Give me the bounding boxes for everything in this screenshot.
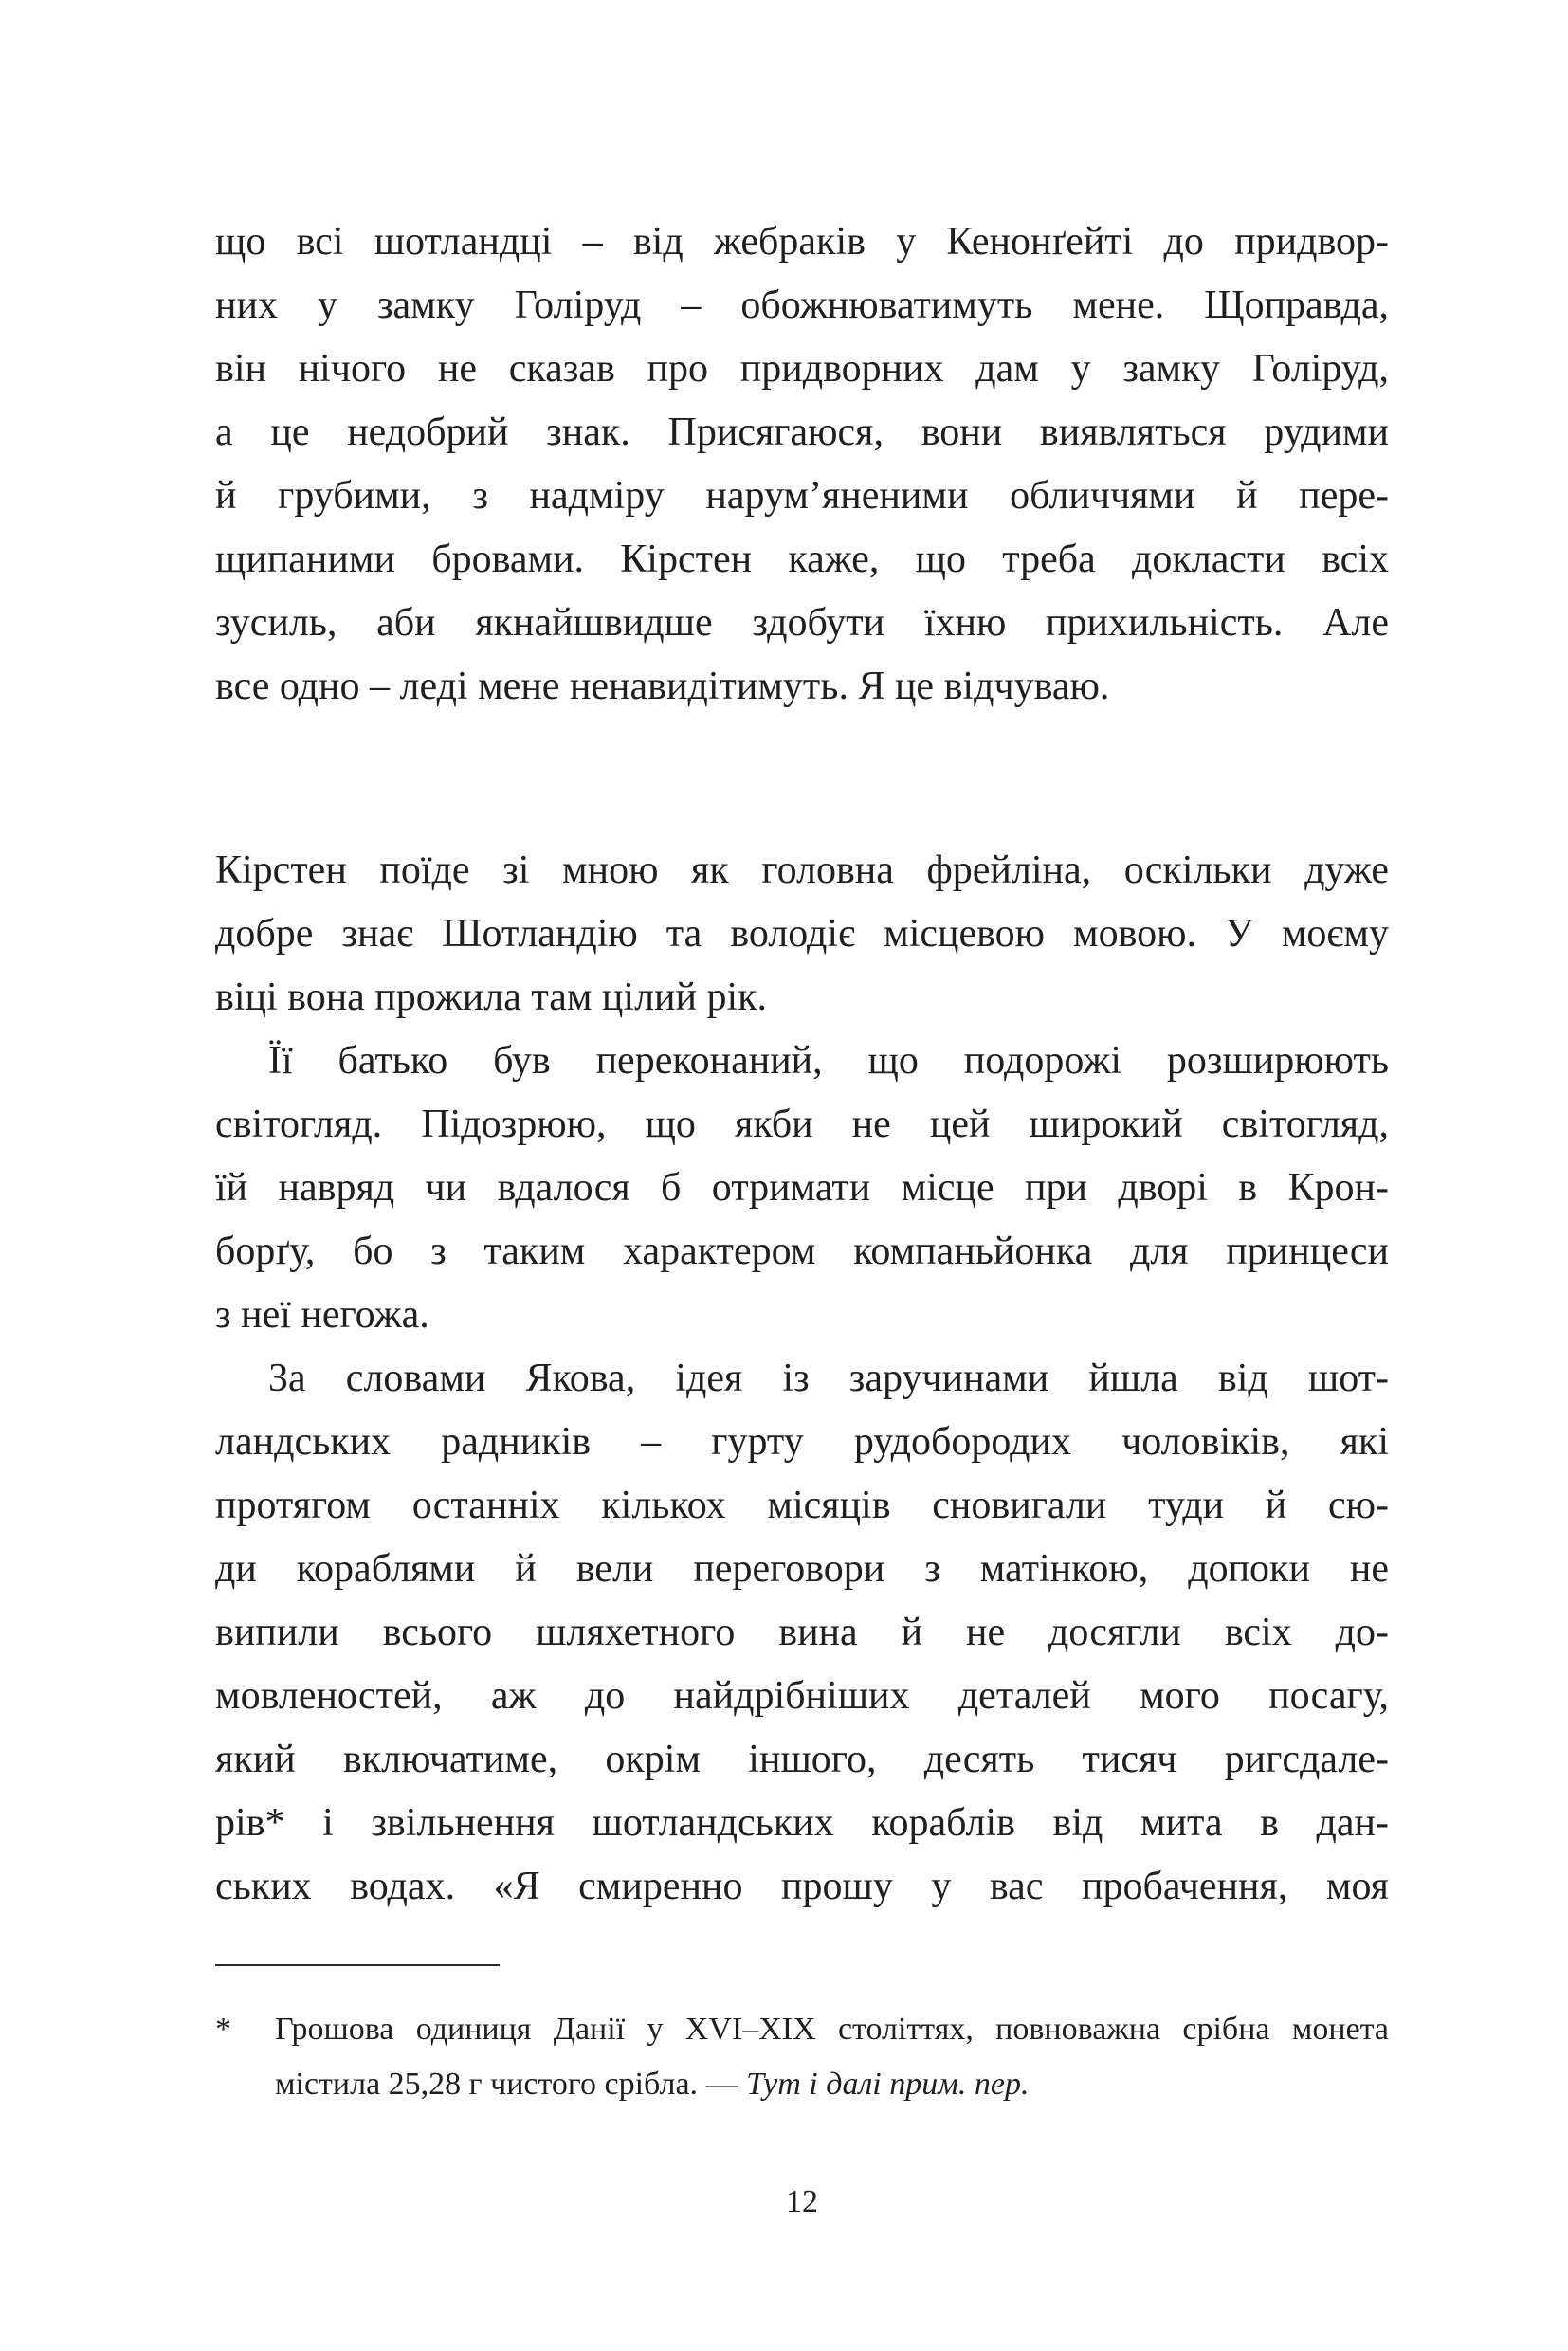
text-line: щипаними бровами. Кірстен каже, що треба докласти всіх	[215, 538, 1389, 581]
paragraph	[215, 1347, 1389, 1919]
text-line: світогляд. Підозрюю, що якби не цей широкий світогляд,	[215, 1103, 1389, 1146]
footnote-line-2-regular: містила 25,28 г чистого срібла. —	[275, 2067, 747, 2102]
footnote-line-1: Грошова одиниця Данії у XVI–XIX століттях, повноважна срібна монета	[275, 2012, 1389, 2047]
text-line: зусиль, аби якнайшвидше здобути їхню прихильність. Але	[215, 601, 1389, 645]
text-line: протягом останніх кількох місяців сновигали туди й сю-	[215, 1484, 1389, 1527]
footnote-marker: *	[215, 2012, 231, 2047]
footnote-line-2	[275, 2057, 1389, 2112]
text-line: з неї негожа.	[215, 1293, 429, 1337]
text-line: віці вона прожила там цілий рік.	[215, 975, 768, 1019]
text-line: мовленостей, аж до найдрібніших деталей мого посагу,	[215, 1674, 1389, 1718]
text-line: ландських радників – гурту рудобородих чоловіків, які	[215, 1420, 1389, 1464]
text-line: випили всього шляхетного вина й не досягли всіх до-	[215, 1611, 1389, 1654]
text-line: них у замку Голіруд – обожнюватимуть мене. Щоправда,	[215, 283, 1389, 327]
text-line: За словами Якова, ідея із заручинами йшла від шот-	[268, 1357, 1389, 1400]
text-line: борґу, бо з таким характером компаньйонка для принцеси	[215, 1230, 1389, 1273]
text-line: ських водах. «Я смиренно прошу у вас пробачення, моя	[215, 1865, 1389, 1908]
footnote-text	[275, 2002, 1389, 2112]
footnote-line-2-italic: Тут і далі прим. пер.	[746, 2067, 1030, 2102]
footnote-divider	[215, 1964, 500, 1966]
text-line: який включатиме, окрім іншого, десять тисяч ригсдале-	[215, 1738, 1389, 1781]
text-line: рів* і звільнення шотландських кораблів від мита в дан-	[215, 1801, 1389, 1845]
text-line: він нічого не сказав про придворних дам у замку Голіруд,	[215, 347, 1389, 391]
text-line: Її батько був переконаний, що подорожі розширюють	[268, 1039, 1389, 1083]
body-text	[215, 210, 1389, 1919]
text-line: ди кораблями й вели переговори з матінкою, допоки не	[215, 1547, 1389, 1591]
text-line: Кірстен поїде зі мною як головна фрейліна, оскільки дуже	[215, 848, 1389, 892]
text-line: що всі шотландці – від жебраків у Кенонґейті до придвор-	[215, 220, 1389, 264]
text-line: а це недобрий знак. Присягаюся, вони виявляться рудими	[215, 410, 1389, 454]
paragraph	[215, 1030, 1389, 1347]
text-line: все одно – леді мене ненавидітимуть. Я це відчуваю.	[215, 665, 1110, 708]
text-line: й грубими, з надміру нарум’яненими обличчями й пере-	[215, 474, 1389, 518]
text-line: їй навряд чи вдалося б отримати місце при дворі в Крон-	[215, 1166, 1389, 1210]
paragraph	[215, 210, 1389, 719]
text-line: добре знає Шотландію та володіє місцевою мовою. У моєму	[215, 912, 1389, 956]
page-number: 12	[786, 2184, 818, 2219]
paragraph	[215, 839, 1389, 1030]
footnote	[215, 2002, 1389, 2112]
